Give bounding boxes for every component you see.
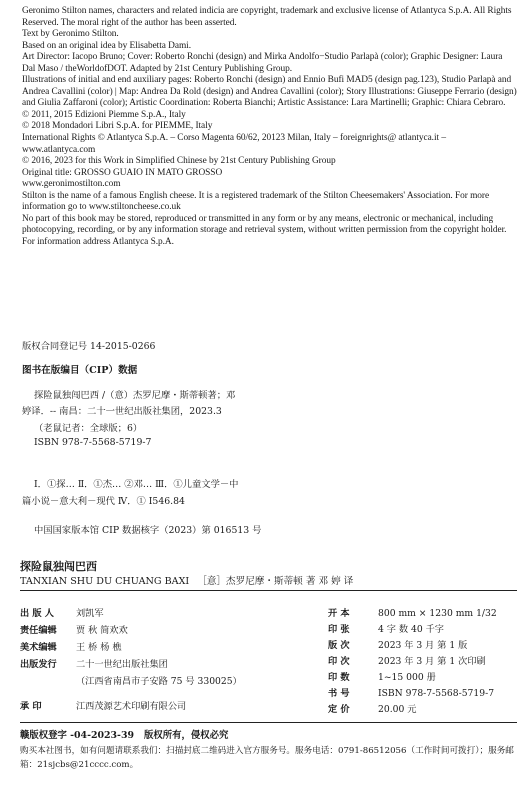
info-label: 定 价	[328, 704, 350, 715]
info-row	[20, 698, 186, 712]
credit-paragraph: © 2018 Mondadori Libri S.p.A. for PIEMME, Italy	[22, 121, 213, 132]
info-value: 王 桥 杨 樵	[76, 642, 122, 653]
divider	[20, 722, 517, 723]
credit-paragraph: © 2016, 2023 for this Work in Simplified Chinese by 21st Century Publishing Group	[22, 156, 336, 167]
cip-line: （老鼠记者：全球版；6）	[34, 423, 143, 434]
info-label: 书 号	[328, 688, 350, 699]
info-label: 开 本	[328, 608, 350, 619]
credit-paragraph: Art Director: Iacopo Bruno; Cover: Roberto Ronchi (design) and Mirka Andolfo−Studio Parlapà (color); Graphic Designer: Laura Dal Maso / theWorldofDOT. Adapted by 21st Century Publishing Group.	[22, 52, 503, 74]
info-value: 刘凯军	[76, 608, 104, 619]
info-label: 出 版 人	[20, 608, 54, 619]
info-label: 责任编辑	[20, 625, 57, 636]
info-value: 1~15 000 册	[378, 672, 436, 683]
cip-line: ISBN 978-7-5568-5719-7	[34, 437, 152, 448]
info-label: 出版发行	[20, 659, 57, 670]
info-row	[328, 669, 436, 683]
credit-paragraph: Based on an original idea by Elisabetta Dami.	[22, 40, 192, 51]
credit-paragraph: No part of this book may be stored, reproduced or transmitted in any form or by any means, electronic or mechanical, including photocopying, recording, or by any information storage and retrieval system, without written permission from the copyright holder. For information address Atlantyca S.p.A.	[22, 213, 507, 247]
book-pinyin-line	[20, 573, 353, 587]
credit-paragraph: Text by Geronimo Stilton.	[22, 29, 119, 40]
info-value: 江西茂源艺术印刷有限公司	[76, 701, 187, 712]
credit-paragraph: Geronimo Stilton names, characters and related indicia are copyright, trademark and exclusive license of Atlantyca S.p.A. All Rights Reserved. The moral right of the author has been asserted.	[22, 6, 512, 28]
info-value: 2023 年 3 月 第 1 次印刷	[378, 656, 486, 667]
divider	[20, 590, 517, 591]
info-value: 800 mm × 1230 mm 1/32	[378, 608, 497, 619]
cip-line: 探险鼠独闯巴西 /（意）杰罗尼摩・斯蒂顿著；邓	[34, 390, 236, 401]
publication-info	[20, 601, 517, 716]
credit-paragraph: Original title: GROSSO GUAIO IN MATO GROSSO	[22, 167, 223, 178]
info-label: 印 数	[328, 672, 350, 683]
info-row	[20, 673, 242, 687]
info-row	[20, 639, 122, 653]
info-row	[328, 701, 416, 715]
info-value: （江西省南昌市子安路 75 号 330025）	[76, 676, 242, 687]
cip-title: 图书在版编目（CIP）数据	[22, 365, 138, 376]
info-label: 印 张	[328, 624, 350, 635]
credit-paragraph: International Rights © Atlantyca S.p.A. – Corso Magenta 60/62, 20123 Milan, Italy – foreignrights@ atlantyca.it – www.atlantyca.com	[22, 133, 446, 155]
info-label: 美术编辑	[20, 642, 57, 653]
cip-line: 篇小说－意大利－现代 Ⅳ．① I546.84	[22, 496, 185, 507]
service-info	[20, 744, 517, 772]
info-value: 二十一世纪出版社集团	[76, 659, 168, 670]
cip-line: Ⅰ．①探… Ⅱ．①杰… ②邓… Ⅲ．①儿童文学－中	[34, 479, 239, 490]
info-value: 贾 秋 简欢欢	[76, 625, 128, 636]
info-value: 20.00 元	[378, 704, 417, 715]
info-value: 4 字 数 40 千字	[378, 624, 444, 635]
book-pinyin: TANXIAN SHU DU CHUANG BAXI	[20, 576, 190, 587]
info-row	[328, 653, 486, 667]
service-text: 购买本社图书，如有问题请联系我们：扫描封底二维码进入官方服务号。服务电话：0791-86512056（工作时间可拨打）；服务邮箱：21sjcbs@21cccc.com。	[20, 746, 514, 770]
credit-paragraph: www.geronimostilton.com	[22, 179, 121, 190]
info-label: 版 次	[328, 640, 350, 651]
info-value: ISBN 978-7-5568-5719-7	[378, 688, 495, 699]
info-row	[20, 656, 168, 670]
contract-registration: 版权合同登记号 14-2015-0266	[22, 341, 156, 352]
credit-paragraph: Illustrations of initial and end auxiliary pages: Roberto Ronchi (design) and Ennio Bufi MAD5 (design pag.123), Studio Parlapà and Andrea Cavallini (color) | Map: Andrea Da Rold (design) and Andrea Cavallini (color); Story Illustrations: Giuseppe Ferrario (design) and Giulia Zaffaroni (color); Artistic Coordination: Roberta Bianchi; Artistic Assistance: Lara Martinelli; Graphic: Chiara Cebraro.	[22, 75, 517, 109]
credit-paragraph: © 2011, 2015 Edizioni Piemme S.p.A., Italy	[22, 109, 186, 120]
credit-paragraph: Stilton is the name of a famous English cheese. It is a registered trademark of the Stilton Cheesemakers' Association. For more information go to www.stiltoncheese.co.uk	[22, 190, 490, 213]
info-row	[20, 605, 104, 619]
cip-line: 婷译．-- 南昌：二十一世纪出版社集团，2023.3	[22, 406, 222, 417]
info-row	[328, 637, 467, 651]
info-row	[328, 605, 497, 619]
cip-number: 中国国家版本馆 CIP 数据核字（2023）第 016513 号	[34, 525, 262, 536]
book-title: 探险鼠独闯巴西	[20, 560, 97, 573]
info-row	[20, 622, 128, 636]
rights-statement: 版权所有，侵权必究	[144, 730, 229, 741]
info-row	[328, 685, 494, 699]
info-label: 承 印	[20, 701, 42, 712]
info-value: 2023 年 3 月 第 1 版	[378, 640, 468, 651]
book-author: ［意］杰罗尼摩・斯蒂顿 著 邓 婷 译	[197, 576, 354, 587]
copyright-registration: 赣版权登字 -04-2023-39	[20, 730, 134, 741]
info-label: 印 次	[328, 656, 350, 667]
rights-line	[20, 727, 228, 741]
english-credits	[22, 6, 517, 248]
info-row	[328, 621, 444, 635]
